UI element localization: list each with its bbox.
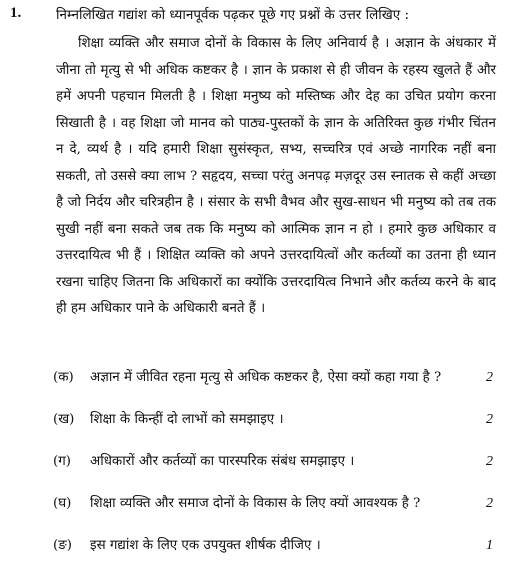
sub-question bbox=[0, 494, 507, 536]
passage bbox=[56, 31, 496, 323]
passage-line: शिक्षा व्यक्ति और समाज दोनों के विकास के लिए अनिवार्य है । अज्ञान के अंधकार में bbox=[78, 36, 496, 51]
sub-question-marks: 2 bbox=[486, 454, 493, 469]
question-instruction: निम्नलिखित गद्यांश को ध्यानपूर्वक पढ़कर पूछे गए प्रश्नों के उत्तर लिखिए : bbox=[56, 7, 410, 23]
sub-question-label: (ग) bbox=[53, 454, 71, 469]
passage-line: ही हम अधिकार पाने के अधिकारी बनते हैं । bbox=[56, 301, 266, 316]
passage-line: रखना चाहिए जितना कि अधिकारों का क्योंकि उत्तरदायित्व निभाने और कर्तव्य करने के बाद bbox=[56, 274, 496, 290]
sub-question-marks: 1 bbox=[486, 538, 493, 553]
passage-line: जीना तो मृत्यु से भी अधिक कष्टकर है । ज्ञान के प्रकाश से ही जीवन के रहस्य खुलते हैं और bbox=[56, 62, 496, 78]
sub-question-label: (ख) bbox=[53, 412, 75, 427]
sub-question bbox=[0, 410, 507, 452]
passage-line: न दे, व्यर्थ है । यदि हमारी शिक्षा सुसंस्कृत, सभ्य, सच्चरित्र एवं अच्छे नागरिक नहीं बना bbox=[56, 142, 496, 157]
sub-question-label: (घ) bbox=[53, 496, 72, 511]
passage-line: सुखी नहीं बना सकते जब तक कि मनुष्य को आत्मिक ज्ञान न हो । हमारे कुछ अधिकार व bbox=[56, 221, 496, 237]
sub-question-label: (ङ) bbox=[53, 538, 72, 553]
sub-question-text: शिक्षा के किन्हीं दो लाभों को समझाइए । bbox=[90, 412, 284, 427]
sub-question-label: (क) bbox=[53, 370, 74, 385]
sub-question-marks: 2 bbox=[486, 370, 493, 385]
sub-question-marks: 2 bbox=[486, 412, 493, 427]
passage-line: हमें अपनी पहचान मिलती है । शिक्षा मनुष्य को मस्तिष्क और देह का उचित प्रयोग करना bbox=[56, 89, 496, 104]
sub-question bbox=[0, 368, 507, 410]
sub-question-text: शिक्षा व्यक्ति और समाज दोनों के विकास के लिए क्यों आवश्यक है ? bbox=[90, 496, 421, 511]
sub-question-text: इस गद्यांश के लिए एक उपयुक्त शीर्षक दीजिए । bbox=[90, 538, 321, 553]
sub-question-list bbox=[0, 368, 507, 578]
sub-question-text: अधिकारों और कर्तव्यों का पारस्परिक संबंध समझाइए । bbox=[90, 454, 355, 469]
passage-line: है जो निर्दय और चरित्रहीन है । संसार के सभी वैभव और सुख-साधन भी मनुष्य को तब तक bbox=[56, 195, 496, 210]
sub-question bbox=[0, 452, 507, 494]
sub-question-marks: 2 bbox=[486, 496, 493, 511]
sub-question-text: अज्ञान में जीवित रहना मृत्यु से अधिक कष्टकर है, ऐसा क्यों कहा गया है ? bbox=[90, 370, 442, 385]
sub-question bbox=[0, 536, 507, 578]
passage-line: उत्तरदायित्व भी हैं । शिक्षित व्यक्ति को अपने उत्तरदायित्वों और कर्तव्यों का उतना ही ध्यान bbox=[56, 248, 496, 263]
question-number: 1. bbox=[10, 5, 22, 21]
passage-line: सकती, तो उससे क्या लाभ ? सहृदय, सच्चा परंतु अनपढ़ मज़दूर उस स्नातक से कहीं अच्छा bbox=[56, 168, 496, 184]
passage-line: सिखाती है । वह शिक्षा जो मानव को पाठ्य-पुस्तकों के ज्ञान के अतिरिक्त कुछ गंभीर चिंतन bbox=[56, 115, 496, 131]
